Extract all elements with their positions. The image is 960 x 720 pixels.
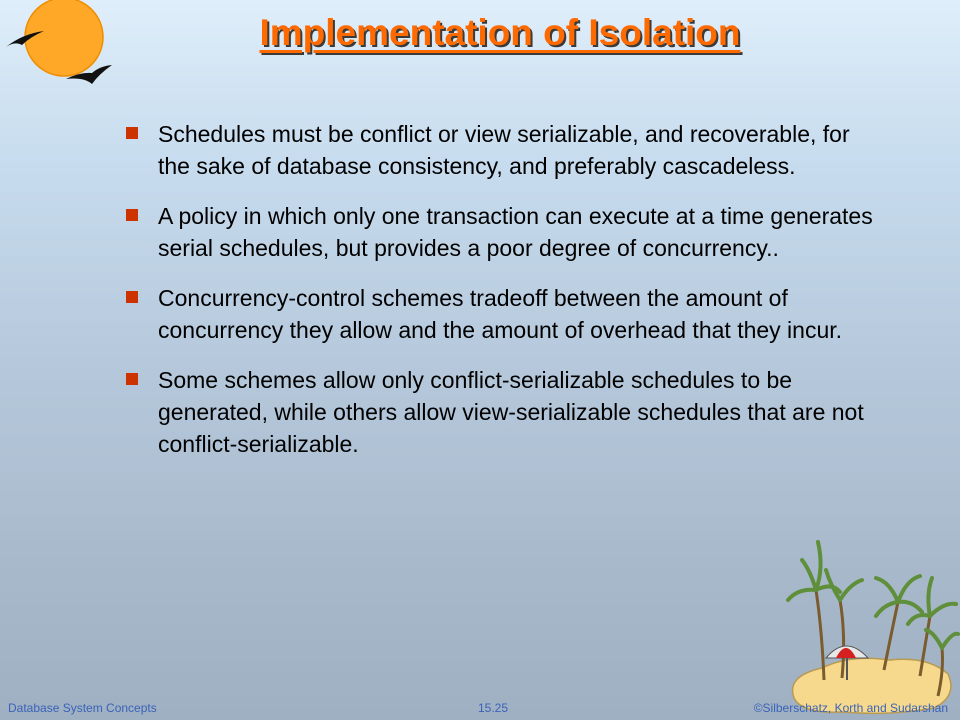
bullet-text: Concurrency-control schemes tradeoff between the amount of concurrency they allow and the amount of overhead that they incur. <box>158 285 843 343</box>
footer-copyright: ©Silberschatz, Korth and Sudarshan <box>753 701 948 715</box>
bullet-item <box>120 118 880 182</box>
bullet-text: A policy in which only one transaction can execute at a time generates serial schedules, but provides a poor degree of concurrency.. <box>158 203 873 261</box>
square-bullet-icon <box>126 373 138 385</box>
bullet-item <box>120 200 880 264</box>
square-bullet-icon <box>126 209 138 221</box>
square-bullet-icon <box>126 127 138 139</box>
sun-with-birds-clipart <box>0 0 125 100</box>
bullet-list <box>120 118 880 478</box>
bullet-item <box>120 282 880 346</box>
palm-island-clipart <box>780 530 960 720</box>
bullet-item <box>120 364 880 460</box>
bullet-text: Some schemes allow only conflict-serializable schedules to be generated, while others allow view-serializable schedules that are not conflict-serializable. <box>158 367 864 457</box>
square-bullet-icon <box>126 291 138 303</box>
slide-title: Implementation of Isolation <box>259 12 741 53</box>
footer-slide-number: 15.25 <box>478 701 509 715</box>
slide-footer <box>0 698 960 720</box>
footer-course-name: Database System Concepts <box>8 701 157 715</box>
bullet-text: Schedules must be conflict or view serializable, and recoverable, for the sake of database consistency, and preferably cascadeless. <box>158 121 850 179</box>
